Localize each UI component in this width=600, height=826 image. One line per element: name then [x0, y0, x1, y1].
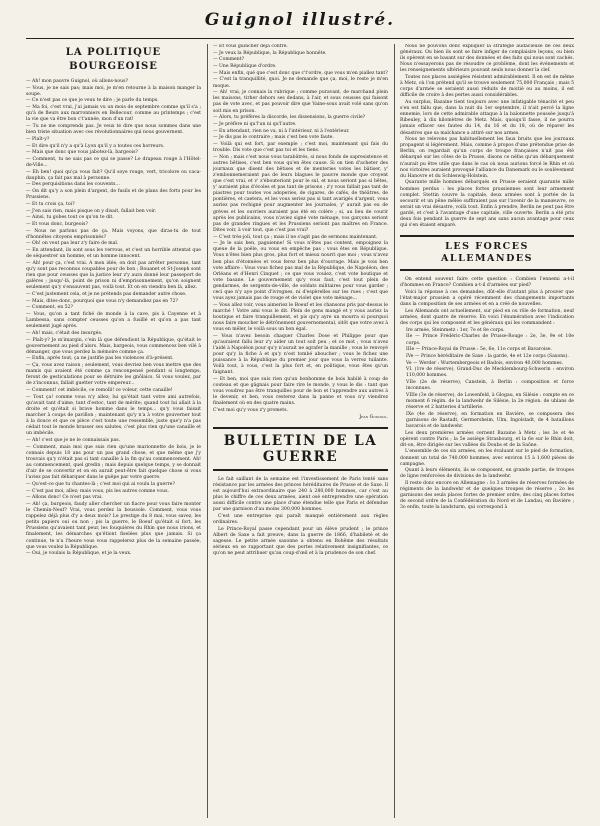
dialogue-paragraph: — Je dis pas le contraire ; mais c'est ben vote faute. — [213, 135, 334, 141]
bulletin-paragraph: Le Prince-Royal passe cependant pour un élève prudent ; le prince Albert de Saxe a fait preuve, dans la guerre de 1866, d'habileté et de sagesse. Le petite armée saxonne a obtenu en Bohême des résultats sérieux en se rapportant que des portes relativement insignifiantes, ce qu'on ne peut attribuer qu'au coup-d'œil et à la prudence de son chef. — [213, 526, 388, 557]
dialogue-paragraph: — Ce n'est pas ce que je veux te dire ; je parle du temps. — [26, 98, 159, 104]
forces-list — [400, 328, 574, 430]
forces-list-item: IVe — Prince héréditaire de Saxe : la garde, 4e et 12e corps (Saxons). — [406, 353, 569, 359]
dialogue-paragraph: — En attendant, ils sont sous les verrous, et c'est un horrible attentat que de séquestrer un homme, et un homme innocent. — [26, 248, 201, 260]
column-1 — [26, 44, 201, 818]
dialogue-paragraph: — C'est pas moi, allez; mais vous, pis les autres comme vous. — [26, 488, 169, 494]
dialogue-paragraph: — Eh ben! quoi qu'ça vous fait? Qu'il soye rouge, vert, tricolore ou caca-dauphin, ça fait pas mal à personne. — [26, 169, 201, 181]
dialogue-paragraph: — J'en sais rien, mais pisque on y disait, fallait ben voir. — [26, 208, 157, 214]
dialogue-paragraph: — Je préfère ni qu'l'un ni qu'l'autre. — [213, 121, 297, 127]
forces-paragraph: L'ensemble de ces six armées, en les évaluant sur le pied de formation, donnent un total de 740,000 hommes, avec environ 15 à 1,600 pièces de campagne. — [400, 449, 574, 467]
newspaper-title: Guignol illustré. — [204, 10, 396, 30]
forces-list-item: Ve — Werder : Wurtembergeois et Badois, environ 40,000 hommes. — [406, 360, 564, 366]
forces-list-item: VIIe (2e de réserve), Canstein, à Berlin : composition et force inconnues. — [406, 380, 574, 392]
dialogue-paragraph: — Comment? — [213, 57, 245, 63]
forces-paragraph: Les Allemands ont actuellement, sur pied en ou rôle de formation, neuf armées, dont quatre de réserve. En voici l'énumération avec l'indication des corps qui les composent et les généraux qui les commandent : — [400, 308, 574, 327]
text-paragraph: Au surplus, Bazaine tient toujours avec une infatigable ténacité et peu s'en est fallu que, dans la nuit du 1er septembre, il n'ait percé la ligne ennemie, lors de cette admirable attaque à la baïonnette poussée jusqu'à Ribeuley, à dix kilomètres de Metz. Mais, quoiqu'il fasse, il ne pourra jamais effacer ses fautes du 14, du 16 et du 18, où de réparer les désastres que sa malchance a attiré sur nos armes. — [400, 100, 574, 136]
dialogue-paragraph: — Oh! on veut pas leur z'y faire de mal. — [26, 241, 119, 247]
dialogue-paragraph: — Et vous guincher déjà contre. — [213, 44, 288, 49]
dialogue-paragraph: — Mais que donc que vous jabotez-là, bargeois? — [26, 150, 138, 156]
masthead — [26, 6, 574, 39]
forces-list-item: IIIe — Prince-Royal de Prusse : 5e, 6e, 11e corps et Bavaroise. — [406, 347, 552, 353]
article-title-forces: LES FORCES ALLEMANDES — [441, 241, 533, 265]
dialogue-paragraph: — Et tu crois ça, toi? — [26, 201, 75, 207]
forces-list-item: VIIIe (3e de réserve), de Lowenfeld, à Glogau, en Silésie : compte en ce moment 6 régim. de la landwehr de Silésie, la 2e région. de uhlans de réserve et 2 batteries d'artillerie. — [406, 392, 574, 410]
dialogue-paragraph: — Une République d'ordre. — [213, 64, 277, 70]
text-paragraph: Toutes nos places assiégées résistent admirablement. Il en est de même à Metz, où l'on prétend qu'il se trouve seulement 75,000 Français ; mais 5 corps d'armée se seraient aussi réduits de moitié ou au moins, il est difficile de croire à des pertes aussi considérables. — [400, 75, 574, 99]
dialogue-paragraph: — Comment, tu ne sais pas ce qui se passe? Le drapeau rouge à l'Hôtel-de-Ville... — [26, 156, 201, 168]
dialogue-paragraph: — Des perquisitions dans les couvents... — [26, 182, 120, 188]
dialogue-paragraph: — Ainsi, tu gobes tout ce qu'on te dit. — [26, 215, 114, 221]
column-3 — [400, 44, 574, 818]
article-title-politique: LA POLITIQUE BOURGEOISE — [65, 47, 162, 72]
dialogue-paragraph: — Plaît-y? — [26, 136, 50, 142]
dialogue-paragraph: — Comment, en 52? — [26, 305, 73, 311]
dialogue-paragraph: — Ah! mais, c'était des insurgés. — [26, 330, 103, 336]
dialogue-paragraph: — Alors, tu préfères la discorde, les dissensions, la guerre civile? — [213, 115, 366, 121]
column-rule — [207, 44, 208, 818]
dialogue-paragraph: — Et vous donc, burgeois? — [26, 221, 88, 227]
article-body — [26, 79, 201, 557]
dialogue-paragraph: — Vous n'avez besoin chaquer Charles Dose et Philippe pour que qu'auraient fallu leur z'y aider un tout soit peu ; et ce mot ; vous n'avez l'aidé à Napoléon pour qu'y n'aurait ne agrafer la manille ; vous le renvoyé pour qu'y la fiche à et qu'y n'est tombé aboucher ; vous le fichez une puissance à la République du premier jour que vous la verrez tuilante. Voilà tout, à vous, c'est la plus fort et, en politique, vous êtes qu'un faignant. — [213, 333, 388, 376]
bulletin-paragraph: C'est une entreprise qui paraît manqué entièrement aux règles ordinaires. — [213, 514, 388, 526]
dialogue-paragraph: — Vous allez voir, vous aimeriez le Boeuf et les chansons pris par-dessus le marché ! Votre ami vous le dit. Plein de gens mangé et y vous auriez la boutique et faire tranquillement, et pis qu'y ayre un mourra si pourquoi nous faire moucher le détrônement gouvernemental, sitôt que votre avez à vous en mêler, le voilà sous un bon égal. — [213, 302, 388, 333]
bulletin-body — [213, 477, 388, 557]
forces-closing — [400, 431, 574, 512]
forces-body — [400, 277, 574, 327]
dialogue-paragraph: — Nous ne parlons pas de ça. Mais voyons, que diras-tu de tout d'honnêtes citoyens emprisonnés? — [26, 228, 201, 240]
forces-paragraph: Il reste donc encore en Allemagne : 1o 3 armées de réserves formées de régiments de la landwehr et de quelques troupes de réserve ; 2o les garnisons des seuls places fortes de premier ordre, des cinq places fortes de second ordre de la Confédération du Nord et de Landau, en Bavière ; 3o enfin, toute la landsturm, qui correspond à — [400, 481, 574, 511]
dialogue-paragraph: — En attendant, rien ne va, ni à l'intérieur, ni à l'extérieur. — [213, 128, 350, 134]
dialogue-paragraph: — Oui, je voulais la République, et je la veux. — [26, 551, 132, 557]
text-paragraph: Quarante mille hommes débarqués en Prusse seraient quarante mille hommes perdus : les places fortes prussiennes sont leur armement complet. Stettin couvre la capitale, deux armées sont à portée de la secourir et un pêne mêlée suffiraient pas sur l'avenir de la manœuvre, ce serait un vrai désastre, voilà tout. Enfin à prendre, Berlin ne peut pas être gardé, et c'est à l'avantage d'une capitale, ville ouverte. Berlin a été pris deux fois pendant la guerre de sept ans sans aucun avantage pour ceux qui s'en étaient emparé. — [400, 180, 574, 229]
columns — [26, 44, 574, 818]
forces-list-item: VI. (1re de réserve), Grand-Duc de Mecklembourg-Schwerin : environ 110,000 hommes. — [406, 367, 574, 379]
dialogue-paragraph: — Ah! c'est que je ne le connaissais pas. — [26, 438, 121, 444]
forces-list-item: IIe — Prince Frédéric-Charles de Prusse-Rouge : 2e, 3e, 9e et 10e corps. — [406, 334, 574, 346]
text-paragraph: Nous ne pouvons donc expliquer la stratégie audacieuse de ces deux généraux. Ou bien ils sont se faire infiger de complaisire leçons, ou bien ils opèrent en se basant sur des données et des faits qui nous sont cachés. Nous n'essayerons pas de résoudre ce problème, dont les événements et les renseignements ultérieurs pouvant seuls nous donner la clef. — [400, 44, 574, 74]
dialogue-paragraph: — Comment, mais moi que suis rien qu'une marionnette de bois, je le connais depuis 18 ans pour un pas grand chose, et que même que j'y trouvais qu'y n'était pas si tant canaille à la fin qu'au commencement. Ah! au commencement, quel gredin ; mais depuis quelque temps, y se donnait d'air de se convertir et on en aurait peut-être fait quelque chose si vous l'aviez pas fait débarquer dans le guêpe par votre guerre. — [26, 444, 201, 481]
dialogue-paragraph: — Non ; mais c'est nous vous tarabâtrés, si nous fonds de sapresistence et autres bêtises, c'est ben vous qu'en êtes cause. Si on tien d'acheter des journaux que disent des bêtises et de menteries votes les bâtiser, y' z'embonnemeraient pas de leurs blagues le pauvre monde que croyent que c'est vrai, et v' z'ébouteriont pour le sul, et nous seriont pas si bêtes, y' auraient plus d'écoles et pas tant de prisons ; z'y vous fallait pas tant de piastres pour toutes vos adoperies, de cigares, de cafés, de théâtres, de pontières, et caetera, et les vous seriez pas si tant avarigés d'argent, vous auriez pas rechigné pour augmenter les journales, y' aurait pas eu de grèves et les ouvriers auraient pas été en colère ; si, au lieu de courir après les publicains, vous n'aviez signé vote ménage, vos garçons seriont pas de grandes ringues et les Prussiens seriont pas maîtres en France. Dites voir, à voir tout, que c'est pas vrai? — [213, 154, 388, 233]
dialogue-paragraph: — Comment! cet imbécile, ce remolli! ce voleur, cette canaille! — [26, 388, 173, 394]
dialogue-paragraph: — Voilà qui est fort, par exemple ; c'est moi, maintenant qui fais du trouble. Dis vote que c'est pas toi et les tiens. — [213, 141, 388, 154]
forces-list-item: Ire armée, Steinmetz : 1er, 7e et 8e corps. — [406, 327, 505, 333]
dialogue-paragraph: — Mais enfin, qué que c'est donc que c't'ordre, que vous m'en piallez tant? — [213, 70, 388, 76]
dialogue-paragraph: — Vous, qu'on a tant fiché de monde à la cave, pis à Cayenne et à Lambessa, sans compter ceusses qu'on a fusillé et qu'on a pas tant seulement jugé après. — [26, 312, 201, 330]
dialogue-paragraph: — Ça, vous avez raison ; seulement, vous devriez ben vous mettre que des mamis qui avaient été comme ça renconpensé pendant si longtemps, feront de gesticulations pour se détruire les gnôlaics. Si vous voulez, par de z'inconnus, fallait guetter votre empereur... — [26, 363, 201, 387]
dialogue-paragraph: — Qu'est-ce que tu chantes-là ; c'est moi qui ai voulu la guerre? — [26, 481, 175, 487]
forces-paragraph: Voici la réponse à ces demandes, dût-elle d'autant plus à prouver que l'état-major prussien a opéré récemment des changements importants dans la composition de ses armées et en a créé de nouvelles. — [400, 289, 574, 308]
forces-list-item: IXe (4e de réserve), en formation en Bavière, se composera des garnisons de Rastadt, Germersheim, Ulm, Ingolstadt, de 4 bataillons bavarois et de landwehr. — [406, 411, 574, 429]
dialogue-paragraph: — C'est justement cela, et je ne prétends pas demander autre chose. — [26, 291, 187, 297]
dialogue-paragraph: — Vous, je ne sais pas; mais moi, je m'en retourne à la maison manger la soupe. — [26, 85, 201, 97]
dialogue-paragraph: — Ah! vrai, je connais la rubrique ; comme puravant, de marchand plein les maisons, tirher dehors ses dedans, à l'air, et sous ceusses qui faisont pas de vote avec, et pas pouvoir dire que Vaine-sous avait volé sans qu'on soit mis en prison. — [213, 90, 388, 114]
dialogue-paragraph: — Ma foi, c'est vrai, j'ai jamais vu un mois de septembre comme qu'il s'a ; qu'à de fleurs aux marronniers en Bellecour, comme au printemps ; c'est la vie que va être bon c't'année, mon d'un rat! — [26, 105, 201, 123]
dialogue-paragraph: — Allons donc! Ce n'est pas vrai. — [26, 495, 103, 501]
dialogue-paragraph: — Je veux la République, la République honnête. — [213, 50, 327, 56]
dialogue-paragraph: — Tu ne me comprends pas. Je veux te dire que nous sommes dans une bien triste situation avec ces révolutionnaires qui nous gouvernent. — [26, 124, 201, 136]
dialogue-paragraph: — Plaît-y? Je m'imargin, c'ein là que défendiont la République, qu'était le gouvernement au pied d'alors. Mais, bargeois, vous commencez ben vilé à démanger, que vous perdez la mémoire comme ça. — [26, 337, 201, 355]
column-rule — [394, 44, 395, 818]
column-2 — [213, 44, 388, 818]
dialogue-paragraph: — Je le sais ben, paguienne! Si vous n'êtes pas content, empoignez la queue de la poêle, ou vous en empêche pas ; vous êtes en République. Vous n'êtes bien plus gros, plus fort et mieux nourri que moi ; vous n'avez ben plus d'étonnées et vous ferez ben plus d'ouvrage. Mais je vois ben vote affaire : Vous vous fichez pas mal de la République, de Napoléon, des Orléans et d'Henri Cinquet ; ce que vous voulez, c'est vote boutique et vote basane. Le gouvernement qu'y vous faut, c'est tout plein de gendarmes, de sergents-de-ville, de soldats militaires pour vous garder ; ceci que n'y aye point d'ivrognes, ni d'espèrelles sur les rues ; c'est que vous ayez jamais pas de rouge et de violet que vote ménage... — [213, 241, 388, 302]
dialogue-paragraph: — Enfin, après tout, ça ne justifie pas les violences d'à-présent. — [26, 356, 174, 362]
forces-paragraph: On entend souvent faire cette question : Combien l'ennemi a-t-il d'hommes en France? Combien a-t-il d'armées sur pied? — [400, 277, 574, 289]
dialogue-paragraph: — Tout ça! comme vous n'y allez; lui qu'était tant votre ami autrefois, qu'avait tant d'aime, tant d'estoc, tant de mérite; quand tout lui allait à la droite et qu'était si brave homme dans le temps... qu'y vous faisait marcher à coups de pavillon ; maintenant qu'y n'a à votre gouverner tout à la douce et que ce pièce c'est toute une ressemble, juste que'y n'a pas cédait tout le monde brasser ses salutes, c'est plus rien qu'une canaille et un imbécile. — [26, 394, 201, 437]
dialogue-paragraph: C'est moi qu'y vous z'y promets. — [213, 408, 288, 414]
bulletin-paragraph: Le fait saillant de la semaine est l'investissement de Paris tenté sans résistance par les armées des princes héréditaires de Prusse et de Saxe. Il est aujourd'hui extraordinaire que 240 à 280,000 hommes, car c'est au plus le chiffre de ces deux armées, aient osé entreprendre une opération aussi difficile contre une place d'une étendue telle que Paris et défendue par une garnison d'au moins 300,000 hommes. — [213, 476, 388, 513]
article-body-continued — [213, 44, 388, 414]
dialogue-paragraph: — C'est très-joli, tout ça ; mais il ne s'agit pas de sermons maintenant. — [213, 234, 378, 240]
bulletin-continued — [400, 44, 574, 229]
forces-title-box — [400, 235, 574, 271]
bulletin-title-box — [213, 427, 388, 471]
text-paragraph: Nous ne relevons pas habituellement les faux bruits que les journaux propagent si légèrement. Mais, comme à propos d'une prétendue prise de Berlin, on regardait qu'un corps de troupe françaises n'ait pas été débarqué sur les côtes de la Prusse, disons ce néfas qu'un débarquement n'aurait pu être utile que dans le cas où nous aurions forcé le Rhin et où nos victoires auraient provoqué l'alliance du Danemark ou le soulèvement du Hanovre et du Schleswig-Holstein. — [400, 137, 574, 179]
dialogue-paragraph: — On dit qu'y a son plein d'argent, de fusils et de plans des forts pour les Prussiens. — [26, 189, 201, 201]
dialogue-paragraph: — Et ben, moi que suis rien qu'un bonhomme de bois habilé à coup de couteau et que gâgnais pour faire rire le monde, y vous le dis : tant que vous voudrez pas être tranquilles pour de bon et l'apprendre aux autres à le devenir, et ben, vous resterez dans la panne et vous n'y viendrez finalement où en des quatre mains. — [213, 377, 388, 407]
dialogue-paragraph: — Ah! pour ça, c'est vrai. A mon idée, on doit pas arrêter personne, tant qu'y sont pas reconnus coupables pour de bon ; Rouanet et St-Joseph sont rien que pour ceusses que la justice leur z'y aura donné leur passeport de galères ; jusqu'-là, point de prison ni d'emprisonnement, qu'on soignent seulement qu'y s'ensauvent pas, voilà tout. Et on en viendra ben là, allez. — [26, 260, 201, 291]
dialogue-paragraph: — C'est la tranquillité, quoi. Je ne demande que ça, moi, le reste je m'en moque. — [213, 77, 388, 89]
article-signature: Jean Guignol. — [359, 414, 388, 420]
article-title-bulletin: BULLETIN DE LA GUERRE — [223, 432, 378, 465]
forces-paragraph: Quant à leurs éléments, ils se composent, en grande partie, de troupes de ligne renforcées de divisions de la landwehr. — [400, 468, 574, 480]
dialogue-paragraph: — Ah! mon pauvre Guignol, où allons-nous? — [26, 79, 128, 84]
dialogue-paragraph: — Et dire qu'il n'y a qu'à Lyon qu'il y a toutes ces horreurs. — [26, 143, 165, 149]
forces-paragraph: Les deux premières armées cernent Bazaine à Metz ; les 3e et 4e opèrent contre Paris ; la 5e assiège Strasbourg, et la 6e sur le Rhin doit, dit-on, être dirigée sur les vallées du Doubs et de la Saône. — [400, 430, 574, 448]
dialogue-paragraph: — Mais, dites-donc, pourquoi que vous n'y demandiez pas en 72? — [26, 298, 178, 304]
dialogue-paragraph: — Ah! ça, burgeois, faudy aller chercher un fiacre pour vous faire monter le Chemin-Neuf? Vrai, vous perdez la boussole. Comment, vous vous rappelez déjà plus d'y a deux mois? Le prestige du 8 mai, vous savez, les petits papiers oui ou non ; pis la guerre, le Boeuf qu'était si fort, les Prussiens qu'avaient tant peur, les fouquières du Rhin que nous irions, et finalement, les démarches qu'étiont fiselées plus que jamais. Si ça continue, te n'a l'heure vous vous rappelerez plus de la semaine passée, que vous voulez la République. — [26, 501, 201, 550]
